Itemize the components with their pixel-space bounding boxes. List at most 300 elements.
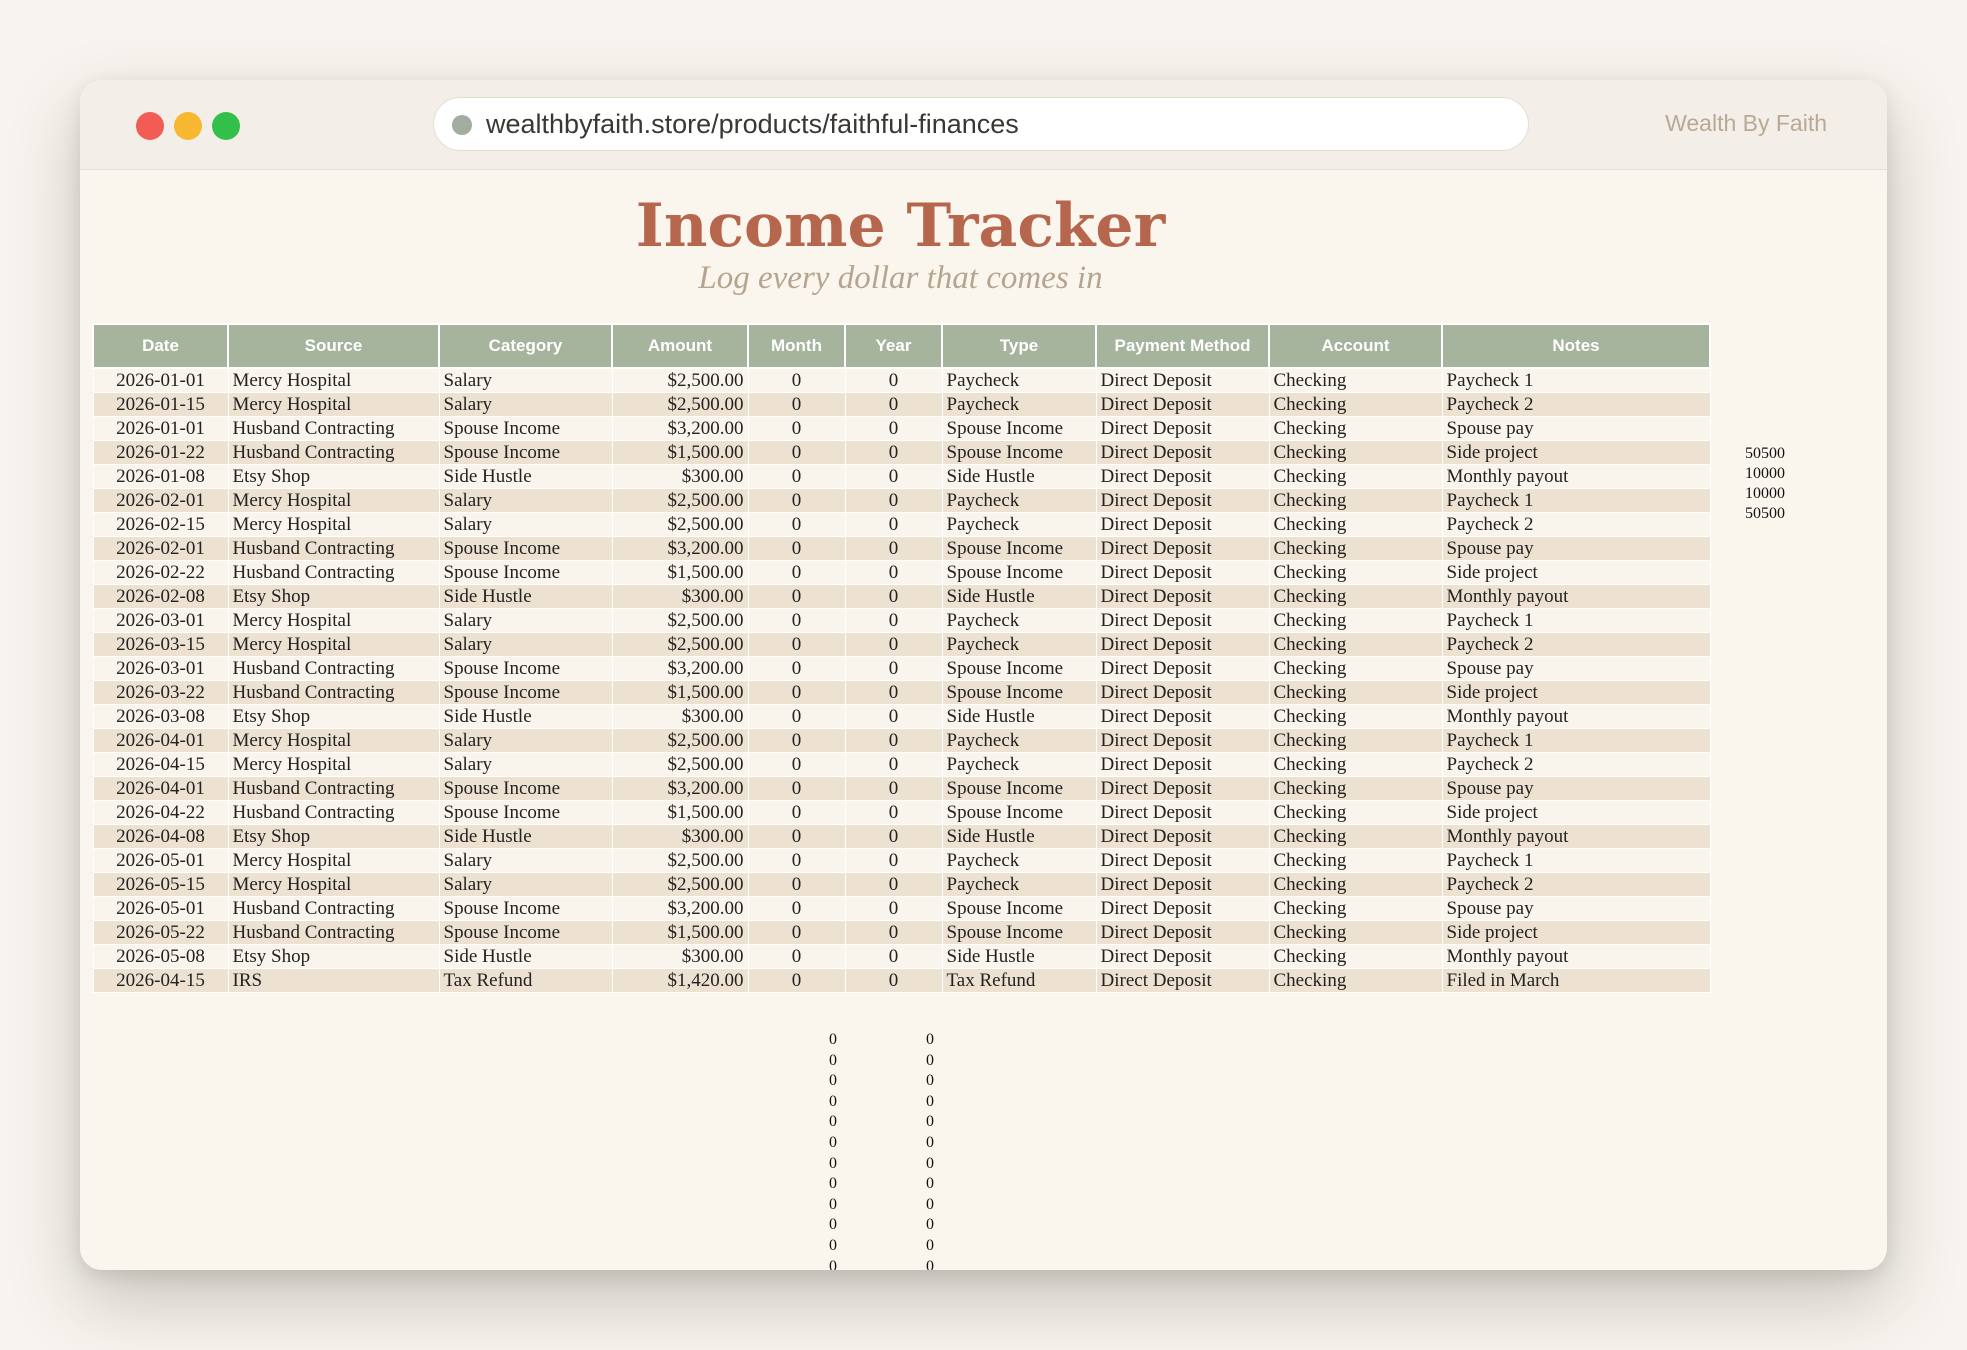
cell-date[interactable]: 2026-04-01 — [93, 777, 228, 801]
cell-payment-method[interactable]: Direct Deposit — [1096, 969, 1269, 993]
cell-account[interactable]: Checking — [1269, 609, 1442, 633]
cell-amount[interactable]: $2,500.00 — [612, 393, 748, 417]
cell-year[interactable]: 0 — [845, 489, 942, 513]
cell-month[interactable]: 0 — [748, 897, 845, 921]
cell-date[interactable]: 2026-02-01 — [93, 537, 228, 561]
cell-amount[interactable]: $2,500.00 — [612, 513, 748, 537]
cell-account[interactable]: Checking — [1269, 945, 1442, 969]
header-amount[interactable]: Amount — [612, 324, 748, 368]
cell-month[interactable]: 0 — [748, 729, 845, 753]
cell-amount[interactable]: $3,200.00 — [612, 657, 748, 681]
side-value-cell[interactable]: 10000 — [1745, 465, 1785, 482]
cell-date[interactable]: 2026-01-01 — [93, 417, 228, 441]
cell-category[interactable]: Salary — [439, 489, 612, 513]
cell-amount[interactable]: $300.00 — [612, 825, 748, 849]
cell-account[interactable]: Checking — [1269, 873, 1442, 897]
cell-category[interactable]: Salary — [439, 368, 612, 393]
cell-type[interactable]: Spouse Income — [942, 657, 1096, 681]
cell-category[interactable]: Salary — [439, 393, 612, 417]
cell-account[interactable]: Checking — [1269, 921, 1442, 945]
cell-type[interactable]: Paycheck — [942, 368, 1096, 393]
cell-notes[interactable]: Monthly payout — [1442, 825, 1710, 849]
cell-date[interactable]: 2026-03-08 — [93, 705, 228, 729]
cell-amount[interactable]: $3,200.00 — [612, 897, 748, 921]
cell-category[interactable]: Spouse Income — [439, 561, 612, 585]
cell-account[interactable]: Checking — [1269, 849, 1442, 873]
cell-amount[interactable]: $1,500.00 — [612, 801, 748, 825]
cell-year[interactable]: 0 — [845, 609, 942, 633]
cell-payment-method[interactable]: Direct Deposit — [1096, 753, 1269, 777]
cell-account[interactable]: Checking — [1269, 753, 1442, 777]
cell-notes[interactable]: Side project — [1442, 561, 1710, 585]
cell-notes[interactable]: Paycheck 2 — [1442, 873, 1710, 897]
cell-month[interactable]: 0 — [748, 633, 845, 657]
cell-year[interactable]: 0 — [845, 417, 942, 441]
cell-payment-method[interactable]: Direct Deposit — [1096, 705, 1269, 729]
cell-notes[interactable]: Paycheck 1 — [1442, 849, 1710, 873]
cell-category[interactable]: Salary — [439, 633, 612, 657]
cell-notes[interactable]: Paycheck 1 — [1442, 729, 1710, 753]
header-month[interactable]: Month — [748, 324, 845, 368]
cell-amount[interactable]: $300.00 — [612, 945, 748, 969]
cell-year[interactable]: 0 — [845, 537, 942, 561]
cell-payment-method[interactable]: Direct Deposit — [1096, 849, 1269, 873]
cell-month[interactable]: 0 — [748, 609, 845, 633]
cell-notes[interactable]: Paycheck 2 — [1442, 393, 1710, 417]
cell-amount[interactable]: $300.00 — [612, 705, 748, 729]
cell-account[interactable]: Checking — [1269, 441, 1442, 465]
cell-amount[interactable]: $300.00 — [612, 465, 748, 489]
cell-type[interactable]: Spouse Income — [942, 921, 1096, 945]
cell-date[interactable]: 2026-01-22 — [93, 441, 228, 465]
header-notes[interactable]: Notes — [1442, 324, 1710, 368]
cell-notes[interactable]: Monthly payout — [1442, 705, 1710, 729]
cell-type[interactable]: Paycheck — [942, 849, 1096, 873]
cell-category[interactable]: Side Hustle — [439, 705, 612, 729]
cell-month[interactable]: 0 — [748, 705, 845, 729]
cell-category[interactable]: Spouse Income — [439, 921, 612, 945]
overflow-zero-cell[interactable]: 0 — [829, 1154, 837, 1172]
cell-notes[interactable]: Side project — [1442, 921, 1710, 945]
cell-source[interactable]: IRS — [228, 969, 439, 993]
cell-amount[interactable]: $2,500.00 — [612, 753, 748, 777]
cell-notes[interactable]: Spouse pay — [1442, 417, 1710, 441]
cell-notes[interactable]: Side project — [1442, 441, 1710, 465]
cell-date[interactable]: 2026-04-15 — [93, 969, 228, 993]
cell-year[interactable]: 0 — [845, 681, 942, 705]
overflow-zero-cell[interactable]: 0 — [829, 1175, 837, 1193]
cell-year[interactable]: 0 — [845, 921, 942, 945]
cell-account[interactable]: Checking — [1269, 633, 1442, 657]
cell-month[interactable]: 0 — [748, 657, 845, 681]
overflow-zero-cell[interactable]: 0 — [829, 1051, 837, 1069]
cell-payment-method[interactable]: Direct Deposit — [1096, 561, 1269, 585]
cell-amount[interactable]: $2,500.00 — [612, 368, 748, 393]
cell-category[interactable]: Spouse Income — [439, 417, 612, 441]
cell-date[interactable]: 2026-02-08 — [93, 585, 228, 609]
cell-date[interactable]: 2026-01-15 — [93, 393, 228, 417]
cell-notes[interactable]: Side project — [1442, 801, 1710, 825]
cell-date[interactable]: 2026-04-22 — [93, 801, 228, 825]
cell-date[interactable]: 2026-03-22 — [93, 681, 228, 705]
cell-category[interactable]: Tax Refund — [439, 969, 612, 993]
cell-payment-method[interactable]: Direct Deposit — [1096, 489, 1269, 513]
cell-payment-method[interactable]: Direct Deposit — [1096, 873, 1269, 897]
cell-month[interactable]: 0 — [748, 368, 845, 393]
header-payment-method[interactable]: Payment Method — [1096, 324, 1269, 368]
cell-notes[interactable]: Spouse pay — [1442, 657, 1710, 681]
cell-payment-method[interactable]: Direct Deposit — [1096, 465, 1269, 489]
cell-account[interactable]: Checking — [1269, 681, 1442, 705]
cell-year[interactable]: 0 — [845, 945, 942, 969]
cell-type[interactable]: Paycheck — [942, 609, 1096, 633]
cell-source[interactable]: Mercy Hospital — [228, 729, 439, 753]
cell-account[interactable]: Checking — [1269, 705, 1442, 729]
cell-source[interactable]: Husband Contracting — [228, 561, 439, 585]
cell-date[interactable]: 2026-03-01 — [93, 609, 228, 633]
cell-date[interactable]: 2026-01-08 — [93, 465, 228, 489]
cell-category[interactable]: Spouse Income — [439, 777, 612, 801]
cell-category[interactable]: Salary — [439, 753, 612, 777]
cell-payment-method[interactable]: Direct Deposit — [1096, 441, 1269, 465]
cell-notes[interactable]: Filed in March — [1442, 969, 1710, 993]
cell-category[interactable]: Salary — [439, 513, 612, 537]
cell-type[interactable]: Paycheck — [942, 753, 1096, 777]
cell-type[interactable]: Spouse Income — [942, 537, 1096, 561]
cell-date[interactable]: 2026-04-08 — [93, 825, 228, 849]
cell-account[interactable]: Checking — [1269, 801, 1442, 825]
cell-year[interactable]: 0 — [845, 873, 942, 897]
overflow-zero-cell[interactable]: 0 — [926, 1216, 934, 1234]
cell-notes[interactable]: Monthly payout — [1442, 945, 1710, 969]
cell-date[interactable]: 2026-01-01 — [93, 368, 228, 393]
cell-type[interactable]: Side Hustle — [942, 945, 1096, 969]
cell-payment-method[interactable]: Direct Deposit — [1096, 393, 1269, 417]
cell-account[interactable]: Checking — [1269, 393, 1442, 417]
cell-month[interactable]: 0 — [748, 681, 845, 705]
cell-year[interactable]: 0 — [845, 657, 942, 681]
header-source[interactable]: Source — [228, 324, 439, 368]
cell-category[interactable]: Spouse Income — [439, 657, 612, 681]
cell-type[interactable]: Paycheck — [942, 513, 1096, 537]
overflow-zero-cell[interactable]: 0 — [829, 1092, 837, 1110]
cell-source[interactable]: Etsy Shop — [228, 825, 439, 849]
cell-month[interactable]: 0 — [748, 921, 845, 945]
cell-type[interactable]: Spouse Income — [942, 681, 1096, 705]
cell-month[interactable]: 0 — [748, 513, 845, 537]
overflow-zero-cell[interactable]: 0 — [926, 1154, 934, 1172]
cell-notes[interactable]: Paycheck 1 — [1442, 368, 1710, 393]
cell-type[interactable]: Paycheck — [942, 489, 1096, 513]
cell-year[interactable]: 0 — [845, 441, 942, 465]
cell-category[interactable]: Side Hustle — [439, 945, 612, 969]
address-bar[interactable] — [433, 97, 1529, 151]
cell-notes[interactable]: Paycheck 2 — [1442, 753, 1710, 777]
cell-year[interactable]: 0 — [845, 705, 942, 729]
cell-type[interactable]: Side Hustle — [942, 465, 1096, 489]
cell-payment-method[interactable]: Direct Deposit — [1096, 921, 1269, 945]
url-text[interactable]: wealthbyfaith.store/products/faithful-finances — [486, 109, 1019, 139]
cell-year[interactable]: 0 — [845, 368, 942, 393]
overflow-zero-cell[interactable]: 0 — [926, 1257, 934, 1270]
cell-source[interactable]: Etsy Shop — [228, 585, 439, 609]
cell-payment-method[interactable]: Direct Deposit — [1096, 537, 1269, 561]
cell-month[interactable]: 0 — [748, 945, 845, 969]
cell-month[interactable]: 0 — [748, 585, 845, 609]
cell-payment-method[interactable]: Direct Deposit — [1096, 657, 1269, 681]
cell-payment-method[interactable]: Direct Deposit — [1096, 825, 1269, 849]
cell-date[interactable]: 2026-03-15 — [93, 633, 228, 657]
cell-source[interactable]: Mercy Hospital — [228, 753, 439, 777]
cell-amount[interactable]: $300.00 — [612, 585, 748, 609]
cell-payment-method[interactable]: Direct Deposit — [1096, 801, 1269, 825]
cell-amount[interactable]: $2,500.00 — [612, 609, 748, 633]
cell-year[interactable]: 0 — [845, 777, 942, 801]
cell-amount[interactable]: $3,200.00 — [612, 417, 748, 441]
cell-amount[interactable]: $2,500.00 — [612, 729, 748, 753]
cell-date[interactable]: 2026-02-15 — [93, 513, 228, 537]
cell-type[interactable]: Side Hustle — [942, 825, 1096, 849]
cell-notes[interactable]: Monthly payout — [1442, 465, 1710, 489]
cell-source[interactable]: Mercy Hospital — [228, 489, 439, 513]
cell-type[interactable]: Spouse Income — [942, 417, 1096, 441]
cell-type[interactable]: Paycheck — [942, 633, 1096, 657]
cell-payment-method[interactable]: Direct Deposit — [1096, 681, 1269, 705]
cell-year[interactable]: 0 — [845, 849, 942, 873]
cell-source[interactable]: Husband Contracting — [228, 657, 439, 681]
side-value-cell[interactable]: 50500 — [1745, 505, 1785, 522]
overflow-zero-cell[interactable]: 0 — [829, 1113, 837, 1131]
cell-account[interactable]: Checking — [1269, 777, 1442, 801]
cell-month[interactable]: 0 — [748, 777, 845, 801]
site-info-icon[interactable] — [452, 115, 472, 135]
cell-account[interactable]: Checking — [1269, 825, 1442, 849]
overflow-zero-cell[interactable]: 0 — [926, 1175, 934, 1193]
cell-amount[interactable]: $3,200.00 — [612, 537, 748, 561]
overflow-zero-cell[interactable]: 0 — [829, 1257, 837, 1270]
cell-category[interactable]: Spouse Income — [439, 681, 612, 705]
cell-date[interactable]: 2026-03-01 — [93, 657, 228, 681]
cell-type[interactable]: Paycheck — [942, 729, 1096, 753]
cell-type[interactable]: Paycheck — [942, 873, 1096, 897]
cell-payment-method[interactable]: Direct Deposit — [1096, 513, 1269, 537]
cell-account[interactable]: Checking — [1269, 561, 1442, 585]
cell-month[interactable]: 0 — [748, 801, 845, 825]
cell-year[interactable]: 0 — [845, 585, 942, 609]
cell-date[interactable]: 2026-04-15 — [93, 753, 228, 777]
cell-category[interactable]: Spouse Income — [439, 441, 612, 465]
cell-source[interactable]: Husband Contracting — [228, 777, 439, 801]
cell-notes[interactable]: Paycheck 1 — [1442, 609, 1710, 633]
overflow-zero-cell[interactable]: 0 — [926, 1072, 934, 1090]
cell-notes[interactable]: Paycheck 2 — [1442, 633, 1710, 657]
cell-payment-method[interactable]: Direct Deposit — [1096, 585, 1269, 609]
cell-notes[interactable]: Side project — [1442, 681, 1710, 705]
cell-source[interactable]: Mercy Hospital — [228, 368, 439, 393]
cell-type[interactable]: Side Hustle — [942, 585, 1096, 609]
cell-year[interactable]: 0 — [845, 801, 942, 825]
cell-date[interactable]: 2026-04-01 — [93, 729, 228, 753]
cell-account[interactable]: Checking — [1269, 513, 1442, 537]
cell-month[interactable]: 0 — [748, 537, 845, 561]
overflow-zero-cell[interactable]: 0 — [829, 1216, 837, 1234]
cell-source[interactable]: Husband Contracting — [228, 537, 439, 561]
cell-amount[interactable]: $2,500.00 — [612, 633, 748, 657]
cell-type[interactable]: Spouse Income — [942, 561, 1096, 585]
cell-source[interactable]: Husband Contracting — [228, 681, 439, 705]
cell-source[interactable]: Etsy Shop — [228, 705, 439, 729]
overflow-zero-cell[interactable]: 0 — [926, 1113, 934, 1131]
cell-source[interactable]: Mercy Hospital — [228, 609, 439, 633]
cell-category[interactable]: Salary — [439, 609, 612, 633]
overflow-zero-cell[interactable]: 0 — [926, 1031, 934, 1048]
cell-source[interactable]: Mercy Hospital — [228, 393, 439, 417]
header-account[interactable]: Account — [1269, 324, 1442, 368]
cell-payment-method[interactable]: Direct Deposit — [1096, 368, 1269, 393]
cell-date[interactable]: 2026-05-15 — [93, 873, 228, 897]
cell-notes[interactable]: Spouse pay — [1442, 537, 1710, 561]
cell-category[interactable]: Salary — [439, 729, 612, 753]
cell-date[interactable]: 2026-05-01 — [93, 849, 228, 873]
cell-amount[interactable]: $2,500.00 — [612, 489, 748, 513]
cell-date[interactable]: 2026-05-01 — [93, 897, 228, 921]
cell-notes[interactable]: Spouse pay — [1442, 897, 1710, 921]
cell-account[interactable]: Checking — [1269, 657, 1442, 681]
cell-year[interactable]: 0 — [845, 393, 942, 417]
side-value-cell[interactable]: 10000 — [1745, 485, 1785, 502]
cell-month[interactable]: 0 — [748, 825, 845, 849]
overflow-zero-cell[interactable]: 0 — [829, 1236, 837, 1254]
cell-category[interactable]: Spouse Income — [439, 801, 612, 825]
cell-month[interactable]: 0 — [748, 393, 845, 417]
cell-type[interactable]: Spouse Income — [942, 441, 1096, 465]
cell-account[interactable]: Checking — [1269, 465, 1442, 489]
cell-type[interactable]: Spouse Income — [942, 801, 1096, 825]
cell-payment-method[interactable]: Direct Deposit — [1096, 417, 1269, 441]
cell-category[interactable]: Salary — [439, 873, 612, 897]
cell-payment-method[interactable]: Direct Deposit — [1096, 945, 1269, 969]
cell-year[interactable]: 0 — [845, 897, 942, 921]
cell-notes[interactable]: Monthly payout — [1442, 585, 1710, 609]
overflow-zero-cell[interactable]: 0 — [829, 1031, 837, 1048]
header-date[interactable]: Date — [93, 324, 228, 368]
cell-account[interactable]: Checking — [1269, 368, 1442, 393]
cell-category[interactable]: Side Hustle — [439, 465, 612, 489]
header-category[interactable]: Category — [439, 324, 612, 368]
cell-amount[interactable]: $3,200.00 — [612, 777, 748, 801]
cell-month[interactable]: 0 — [748, 873, 845, 897]
cell-amount[interactable]: $1,500.00 — [612, 681, 748, 705]
cell-type[interactable]: Side Hustle — [942, 705, 1096, 729]
cell-type[interactable]: Spouse Income — [942, 777, 1096, 801]
cell-source[interactable]: Husband Contracting — [228, 897, 439, 921]
cell-source[interactable]: Mercy Hospital — [228, 873, 439, 897]
cell-account[interactable]: Checking — [1269, 897, 1442, 921]
cell-source[interactable]: Etsy Shop — [228, 945, 439, 969]
overflow-zero-cell[interactable]: 0 — [829, 1195, 837, 1213]
cell-notes[interactable]: Spouse pay — [1442, 777, 1710, 801]
cell-month[interactable]: 0 — [748, 465, 845, 489]
cell-year[interactable]: 0 — [845, 465, 942, 489]
maximize-window-button[interactable] — [212, 112, 240, 140]
side-value-cell[interactable]: 50500 — [1745, 445, 1785, 462]
cell-account[interactable]: Checking — [1269, 537, 1442, 561]
cell-month[interactable]: 0 — [748, 969, 845, 993]
cell-month[interactable]: 0 — [748, 417, 845, 441]
cell-type[interactable]: Tax Refund — [942, 969, 1096, 993]
cell-date[interactable]: 2026-05-08 — [93, 945, 228, 969]
cell-amount[interactable]: $1,420.00 — [612, 969, 748, 993]
cell-payment-method[interactable]: Direct Deposit — [1096, 897, 1269, 921]
cell-source[interactable]: Mercy Hospital — [228, 513, 439, 537]
cell-notes[interactable]: Paycheck 1 — [1442, 489, 1710, 513]
cell-year[interactable]: 0 — [845, 561, 942, 585]
cell-date[interactable]: 2026-02-22 — [93, 561, 228, 585]
minimize-window-button[interactable] — [174, 112, 202, 140]
cell-month[interactable]: 0 — [748, 561, 845, 585]
cell-date[interactable]: 2026-02-01 — [93, 489, 228, 513]
cell-year[interactable]: 0 — [845, 633, 942, 657]
cell-account[interactable]: Checking — [1269, 489, 1442, 513]
cell-year[interactable]: 0 — [845, 969, 942, 993]
cell-month[interactable]: 0 — [748, 849, 845, 873]
cell-account[interactable]: Checking — [1269, 417, 1442, 441]
cell-amount[interactable]: $1,500.00 — [612, 921, 748, 945]
cell-amount[interactable]: $1,500.00 — [612, 561, 748, 585]
cell-account[interactable]: Checking — [1269, 729, 1442, 753]
cell-type[interactable]: Spouse Income — [942, 897, 1096, 921]
cell-type[interactable]: Paycheck — [942, 393, 1096, 417]
cell-month[interactable]: 0 — [748, 753, 845, 777]
cell-source[interactable]: Husband Contracting — [228, 801, 439, 825]
cell-year[interactable]: 0 — [845, 825, 942, 849]
header-year[interactable]: Year — [845, 324, 942, 368]
cell-account[interactable]: Checking — [1269, 585, 1442, 609]
cell-account[interactable]: Checking — [1269, 969, 1442, 993]
overflow-zero-cell[interactable]: 0 — [926, 1092, 934, 1110]
cell-year[interactable]: 0 — [845, 729, 942, 753]
cell-category[interactable]: Spouse Income — [439, 537, 612, 561]
overflow-zero-cell[interactable]: 0 — [926, 1133, 934, 1151]
cell-payment-method[interactable]: Direct Deposit — [1096, 633, 1269, 657]
cell-amount[interactable]: $2,500.00 — [612, 873, 748, 897]
cell-payment-method[interactable]: Direct Deposit — [1096, 609, 1269, 633]
close-window-button[interactable] — [136, 112, 164, 140]
cell-month[interactable]: 0 — [748, 441, 845, 465]
overflow-zero-cell[interactable]: 0 — [926, 1236, 934, 1254]
cell-amount[interactable]: $1,500.00 — [612, 441, 748, 465]
cell-category[interactable]: Side Hustle — [439, 585, 612, 609]
cell-amount[interactable]: $2,500.00 — [612, 849, 748, 873]
cell-year[interactable]: 0 — [845, 513, 942, 537]
cell-year[interactable]: 0 — [845, 753, 942, 777]
cell-category[interactable]: Salary — [439, 849, 612, 873]
cell-source[interactable]: Husband Contracting — [228, 921, 439, 945]
cell-notes[interactable]: Paycheck 2 — [1442, 513, 1710, 537]
overflow-zero-cell[interactable]: 0 — [926, 1051, 934, 1069]
cell-source[interactable]: Husband Contracting — [228, 441, 439, 465]
cell-payment-method[interactable]: Direct Deposit — [1096, 777, 1269, 801]
cell-date[interactable]: 2026-05-22 — [93, 921, 228, 945]
cell-source[interactable]: Husband Contracting — [228, 417, 439, 441]
header-type[interactable]: Type — [942, 324, 1096, 368]
cell-source[interactable]: Mercy Hospital — [228, 633, 439, 657]
overflow-zero-cell[interactable]: 0 — [829, 1133, 837, 1151]
cell-payment-method[interactable]: Direct Deposit — [1096, 729, 1269, 753]
cell-month[interactable]: 0 — [748, 489, 845, 513]
cell-source[interactable]: Etsy Shop — [228, 465, 439, 489]
cell-category[interactable]: Spouse Income — [439, 897, 612, 921]
